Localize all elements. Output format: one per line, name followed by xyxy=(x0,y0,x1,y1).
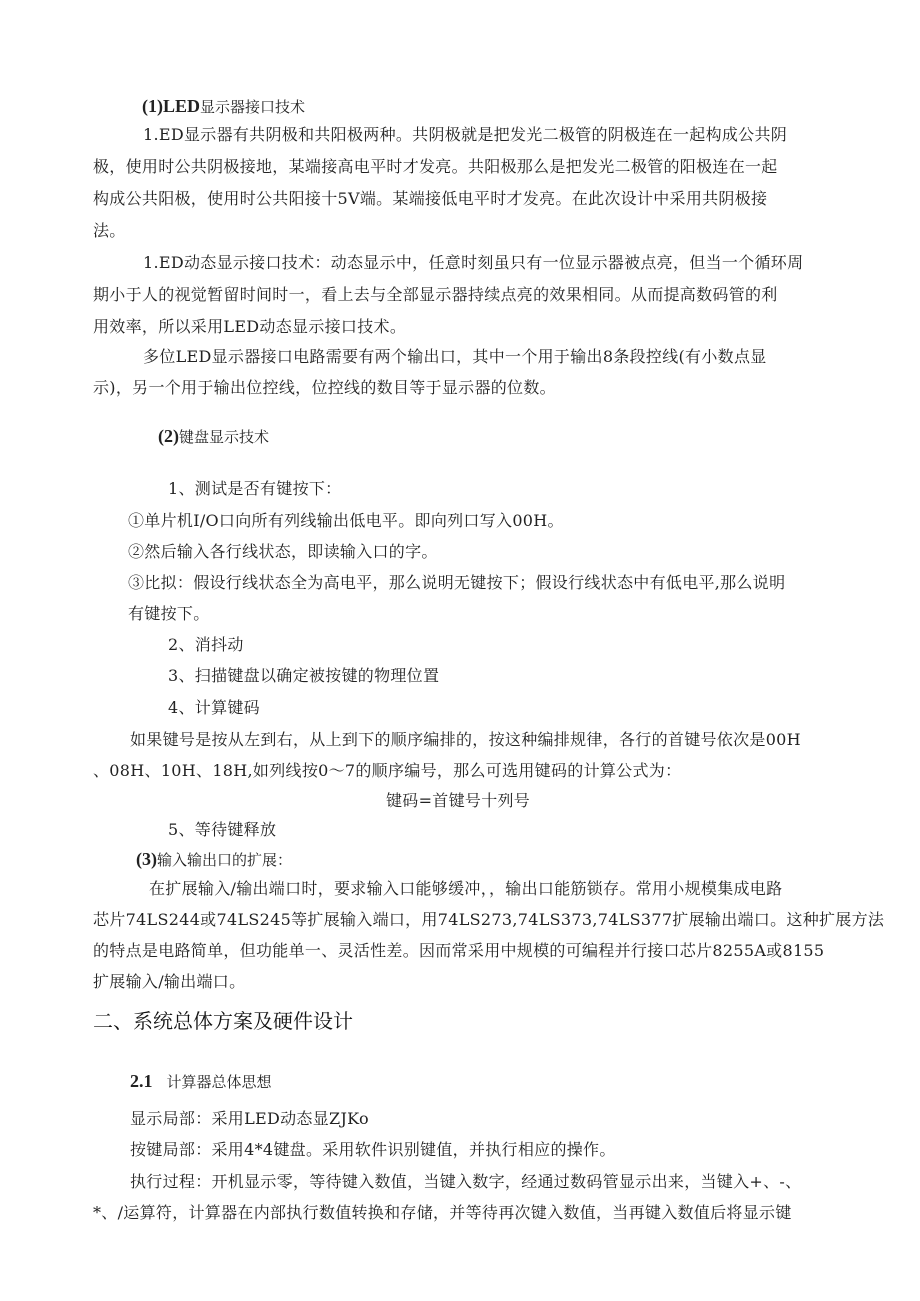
step-item: 3、扫描键盘以确定被按键的物理位置 xyxy=(168,666,440,685)
paragraph-line: *、/运算符，计算器在内部执行数值转换和存储，并等待再次键入数值，当再键入数值后将显示键 xyxy=(93,1203,792,1222)
paragraph-line: 在扩展输入/输出端口时，要求输入口能够缓冲，，输出口能筋锁存。常用小规模集成电路 xyxy=(149,879,783,898)
paragraph-line: 构成公共阳极，使用时公共阳接十5V端。某端接低电平时才发亮。在此次设计中采用共阴极接 xyxy=(93,189,768,208)
heading-number: 2.1 xyxy=(130,1071,153,1091)
paragraph-line: 多位LED显示器接口电路需要有两个输出口，其中一个用于输出8条段控线(有小数点显 xyxy=(143,347,767,366)
chapter-title: 二、系统总体方案及硬件设计 xyxy=(93,1009,353,1033)
paragraph-line: 用效率，所以采用LED动态显示接口技术。 xyxy=(93,317,407,336)
section-heading-keyboard xyxy=(158,425,269,448)
heading-text: 计算器总体思想 xyxy=(166,1073,272,1091)
heading-text: 输入输出口的扩展： xyxy=(157,851,293,869)
heading-number: (1)LED xyxy=(142,96,200,116)
step-item: 2、消抖动 xyxy=(168,635,244,654)
paragraph-line: 显示局部：采用LED动态显ZJKo xyxy=(130,1109,369,1128)
paragraph-line: 执行过程：开机显示零，等待键入数值，当键入数字，经通过数码管显示出来，当键入+、-、 xyxy=(130,1172,802,1191)
list-item: 有键按下。 xyxy=(128,604,210,623)
section-heading-io xyxy=(136,848,292,871)
paragraph-line: 极，使用时公共阴极接地，某端接高电平时才发亮。共阳极那么是把发光二极管的阳极连在一起 xyxy=(93,157,778,176)
heading-number: (2) xyxy=(158,426,179,446)
list-item: ①单片机I/O口向所有列线输出低电平。即向列口写入00H。 xyxy=(128,511,564,530)
heading-text: 键盘显示技术 xyxy=(179,428,270,446)
step-item: 1、测试是否有键按下： xyxy=(168,479,342,498)
paragraph-line: 法。 xyxy=(93,221,126,240)
list-item: ②然后输入各行线状态，即读输入口的字。 xyxy=(128,542,438,561)
paragraph-line: 、08H、10H、18H,如列线按0～7的顺序编号，那么可选用键码的计算公式为： xyxy=(93,761,682,780)
paragraph-line: 扩展输入/输出端口。 xyxy=(93,972,246,991)
paragraph-line: 如果键号是按从左到右，从上到下的顺序编排的，按这种编排规律，各行的首键号依次是00H xyxy=(130,730,801,749)
section-heading-led xyxy=(142,95,305,118)
list-item: ③比拟：假设行线状态全为高电平，那么说明无键按下；假设行线状态中有低电平,那么说明 xyxy=(128,573,786,592)
paragraph-line: 期小于人的视觉暂留时间时一，看上去与全部显示器持续点亮的效果相同。从而提高数码管的利 xyxy=(93,285,778,304)
paragraph-line: 1.ED显示器有共阴极和共阳极两种。共阴极就是把发光二极管的阴极连在一起构成公共阴 xyxy=(143,125,788,144)
paragraph-line: 示)，另一个用于输出位控线，位控线的数目等于显示器的位数。 xyxy=(93,378,556,397)
formula: 键码=首键号十列号 xyxy=(386,791,531,810)
paragraph-line: 的特点是电路简单，但功能单一、灵活性差。因而常采用中规模的可编程并行接口芯片8255A或8155 xyxy=(93,941,825,960)
paragraph-line: 1.ED动态显示接口技术：动态显示中，任意时刻虽只有一位显示器被点亮，但当一个循环周 xyxy=(143,253,804,272)
paragraph-line: 芯片74LS244或74LS245等扩展输入端口，用74LS273,74LS373,74LS377扩展输出端口。这种扩展方法 xyxy=(93,910,885,929)
step-item: 5、等待键释放 xyxy=(168,820,277,839)
paragraph-line: 按键局部：采用4*4键盘。采用软件识别键值，并执行相应的操作。 xyxy=(130,1140,616,1159)
heading-number: (3) xyxy=(136,849,157,869)
subsection-heading xyxy=(130,1070,272,1093)
step-item: 4、计算键码 xyxy=(168,698,260,717)
heading-text: 显示器接口技术 xyxy=(200,98,306,116)
